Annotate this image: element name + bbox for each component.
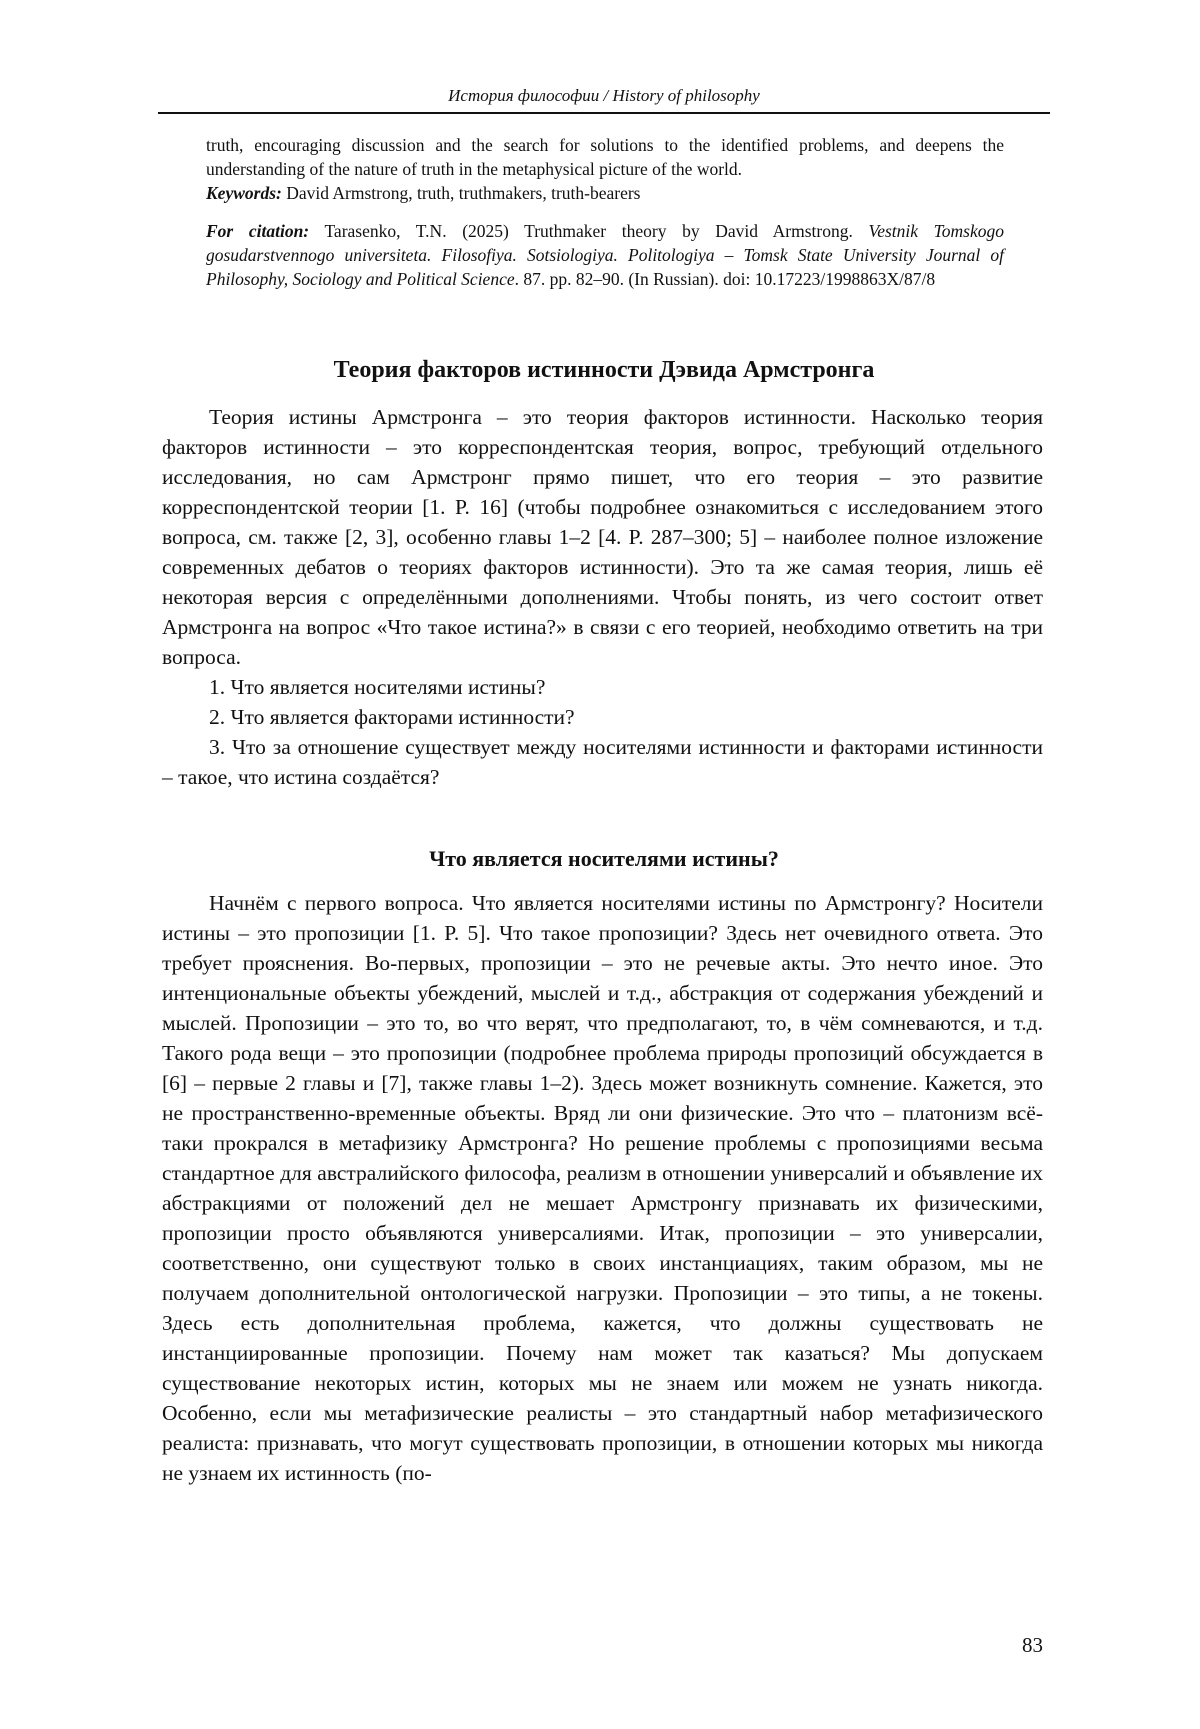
intro-paragraph: Теория истины Армстронга – это теория факторов истинности. Насколько теория факторов истинности – это корреспондентская теория, вопрос, требующий отдельного исследования, но сам Армстронг прямо пишет, что его теория – это развитие корреспондентской теории [1. P. 16] (чтобы подробнее ознакомиться с исследованием этого вопроса, см. также [2, 3], особенно главы 1–2 [4. P. 287–300; 5] – наиболее полное изложение современных дебатов о теориях факторов истинности). Это та же самая теория, лишь её некоторая версия с определёнными дополнениями. Чтобы понять, из чего состоит ответ Армстронга на вопрос «Что такое истина?» в связи с его теорией, необходимо ответить на три вопроса. (162, 405, 1043, 669)
question-3: 3. Что за отношение существует между носителями истинности и факторами истинности – такое, что истина создаётся? (162, 735, 1043, 789)
page-number: 83 (1022, 1633, 1043, 1657)
citation-journal: Vestnik Tomskogo gosudarstvennogo universiteta. Filosofiya. Sotsiologiya. Politologiya – Tomsk State University Journal of Philosophy, Sociology and Political Science (206, 221, 1005, 289)
running-head: История философии / History of philosophy (448, 86, 760, 105)
citation (206, 219, 1004, 291)
section-body (162, 888, 1043, 1488)
citation-label: For citation: (206, 221, 310, 241)
citation-details: . 87. pp. 82–90. (In Russian). doi: 10.17223/1998863X/87/8 (514, 269, 936, 289)
keywords-line (206, 181, 1004, 205)
keywords-label: Keywords: (206, 183, 282, 203)
article-title: Теория факторов истинности Дэвида Армстронга (333, 357, 875, 383)
intro-section (162, 402, 1043, 792)
abstract-block (206, 133, 1004, 291)
question-2: 2. Что является факторами истинности? (209, 705, 575, 729)
keywords-text: David Armstrong, truth, truthmakers, truth-bearers (286, 183, 641, 203)
question-1: 1. Что является носителями истины? (209, 675, 546, 699)
header-rule (158, 112, 1050, 114)
section-heading: Что является носителями истины? (429, 846, 779, 871)
section-paragraph: Начнём с первого вопроса. Что является носителями истины по Армстронгу? Носители истины – это пропозиции [1. P. 5]. Что такое пропозиции? Здесь нет очевидного ответа. Это требует прояснения. Во-первых, пропозиции – это не речевые акты. Это нечто иное. Это интенциональные объекты убеждений, мыслей и т.д., абстракция от содержания убеждений и мыслей. Пропозиции – это то, во что верят, что предполагают, то, в чём сомневаются, и т.д. Такого рода вещи – это пропозиции (подробнее проблема природы пропозиций обсуждается в [6] – первые 2 главы и [7], также главы 1–2). Здесь может возникнуть сомнение. Кажется, это не пространственно-временные объекты. Вряд ли они физические. Это что – платонизм всё-таки прокрался в метафизику Армстронга? Но решение проблемы с пропозициями весьма стандартное для австралийского философа, реализм в отношении универсалий и объявление их абстракциями от положений дел не мешает Армстронгу признавать их физическими, пропозиции просто объявляются универсалиями. Итак, пропозиции – это универсалии, соответственно, они существуют только в своих инстанциациях, таким образом, мы не получаем дополнительной онтологической нагрузки. Пропозиции – это типы, а не токены. Здесь есть дополнительная проблема, кажется, что должны существовать не инстанциированные пропозиции. Почему нам может так казаться? Мы допускаем существование некоторых истин, которых мы не знаем или можем не узнать никогда. Особенно, если мы метафизические реалисты – это стандартный набор метафизического реалиста: признавать, что могут существовать пропозиции, в отношении которых мы никогда не узнаем их истинность (по- (162, 891, 1043, 1485)
abstract-text: truth, encouraging discussion and the search for solutions to the identified problems, and deepens the understanding of the nature of truth in the metaphysical picture of the world. (206, 135, 1004, 179)
citation-authors-title: Tarasenko, T.N. (2025) Truthmaker theory by David Armstrong. (324, 221, 853, 241)
